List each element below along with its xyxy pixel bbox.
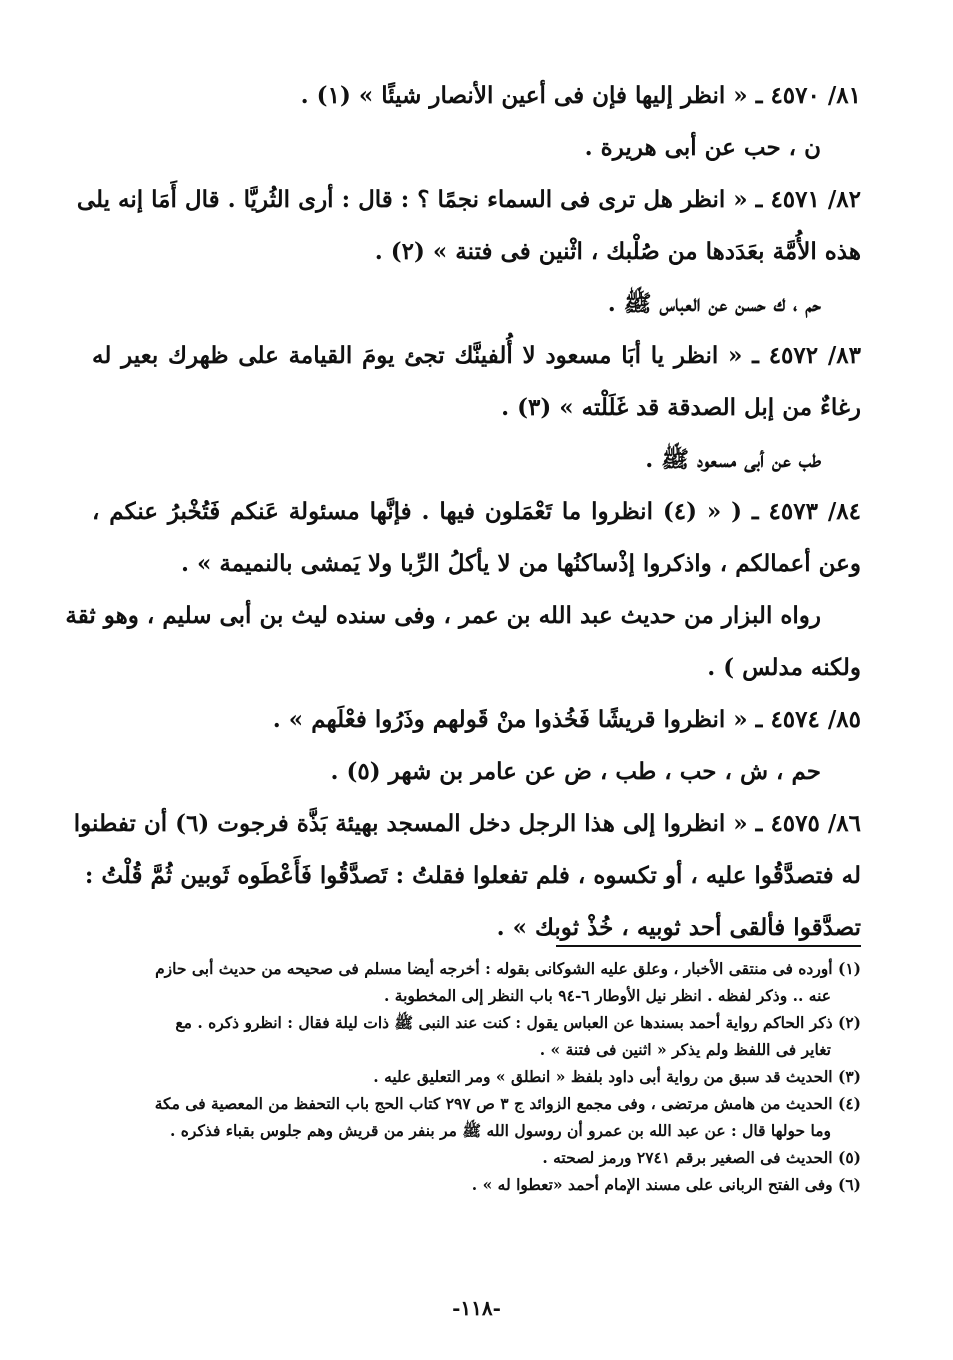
footnote-line: (٢) ذكر الحاكم رواية أحمد بسندها عن العباس يقول : كنت عند النبى ﷺ ذات ليلة فقال : انظرو ذكره . مع <box>175 1013 861 1032</box>
source-line: حم ، ك حسن عن العباس ﷺ . <box>607 290 821 317</box>
commentary-line: رواه البزار من حديث عبد الله بن عمر ، وفى سنده ليث بن أبى سليم ، وهو ثقة <box>65 602 821 629</box>
hadith-line: وعن أعمالكم ، واذكروا إذْساكنُها من لا يأكلُ الرِّبا ولا يَمشى بالنميمة » . <box>180 550 861 577</box>
commentary-line: ولكنه مدلس ) . <box>707 654 861 681</box>
hadith-line: ٨٣/ ٤٥٧٢ ـ « انظر يا أبَا مسعود لا أُلفينَّك تجئ يومَ القيامة على ظهرك بعير له <box>92 342 861 369</box>
hadith-line: ٨٦/ ٤٥٧٥ ـ « انظروا إلى هذا الرجل دخل المسجد بهيئة بَذَّة فرجوت (٦) أن تفطنوا <box>73 810 861 837</box>
footnote-divider <box>556 945 861 947</box>
source-line: حم ، ش ، حب ، طب ، ض عن عامر بن شهر (٥) . <box>330 758 821 785</box>
footnote-line: (٣) الحديث قد سبق من رواية أبى داود بلفظ « انطلق » ومر التعليق عليه . <box>373 1067 861 1086</box>
footnotes <box>92 955 861 1198</box>
source-line: طب عن أبى مسعود ﷺ . <box>645 446 821 473</box>
hadith-line: له فتصدَّقُوا عليه ، أو تكسوه ، فلم تفعلوا فقلتُ : تَصدَّقُوا فَأَعْطَوه ثَوبين ثُمَّ قُلْتُ : <box>84 862 861 889</box>
footnote-line: (٤) الحديث من هامش مرتضى ، وفى مجمع الزوائد ج ٣ ص ٢٩٧ كتاب الحج باب التحفظ من المعصية فى مكة <box>154 1094 861 1113</box>
hadith-line: ٨٢/ ٤٥٧١ ـ « انظر هل ترى فى السماء نجمًا ؟ : قال : أرى الثُريَّا . قال أَمَا إنه يلى <box>76 186 861 213</box>
footnote-line: وما حولها قال : عن عبد الله بن عمرو أن روسول الله ﷺ مر بنفر من قريش وهم جلوس بقباء فذكره . <box>169 1121 831 1140</box>
footnote-line: (٥) الحديث فى الصغير برقم ٢٧٤١ ورمز لصحته . <box>542 1148 861 1167</box>
footnote-line: عنه .. وذكر لفظه . انظر نيل الأوطار ٦-٩٤ باب النظر إلى المخطوبة . <box>384 986 831 1005</box>
source-line: ن ، حب عن أبى هريرة . <box>584 134 821 161</box>
hadith-line: رغاءٌ من إبل الصدقة قد غَلَلْته » (٣) . <box>501 394 861 421</box>
footnote-line: تغاير فى اللفظ ولم يذكر « اثنين فى فتنة » . <box>539 1040 831 1059</box>
footnote-line: (١) أورده فى منتقى الأخبار ، وعلق عليه الشوكانى بقوله : أخرجه أيضا مسلم فى صحيحه من حديث أبى حازم <box>155 959 861 978</box>
hadith-line: ٨٤/ ٤٥٧٣ ـ ( « (٤) انظروا ما تَعْمَلون فيها . فإنَّها مسئولة عَنكم فَتُخْبرُ عنكم ، <box>92 498 861 525</box>
page-number: -١١٨- <box>452 1296 501 1320</box>
hadith-line: هذه الأُمَّة بعَدَدها من صُلْبك ، اثْنين فى فتنة » (٢) . <box>374 238 861 265</box>
hadith-line: ٨١/ ٤٥٧٠ ـ « انظر إليها فإن فى أعين الأنصار شيئًا » (١) . <box>300 82 861 109</box>
hadith-line: ٨٥/ ٤٥٧٤ ـ « انظروا قريشًا فَخُذوا منْ قَولهم وذَرُوا فعْلَهم » . <box>272 706 861 733</box>
hadith-line: تصدَّقوا فألقى أحد ثوبيه ، خُذْ ثوبك » . <box>496 914 861 941</box>
footnote-line: (٦) وفى الفتح الربانى على مسند الإمام أحمد «تعطوا له » . <box>471 1175 861 1194</box>
